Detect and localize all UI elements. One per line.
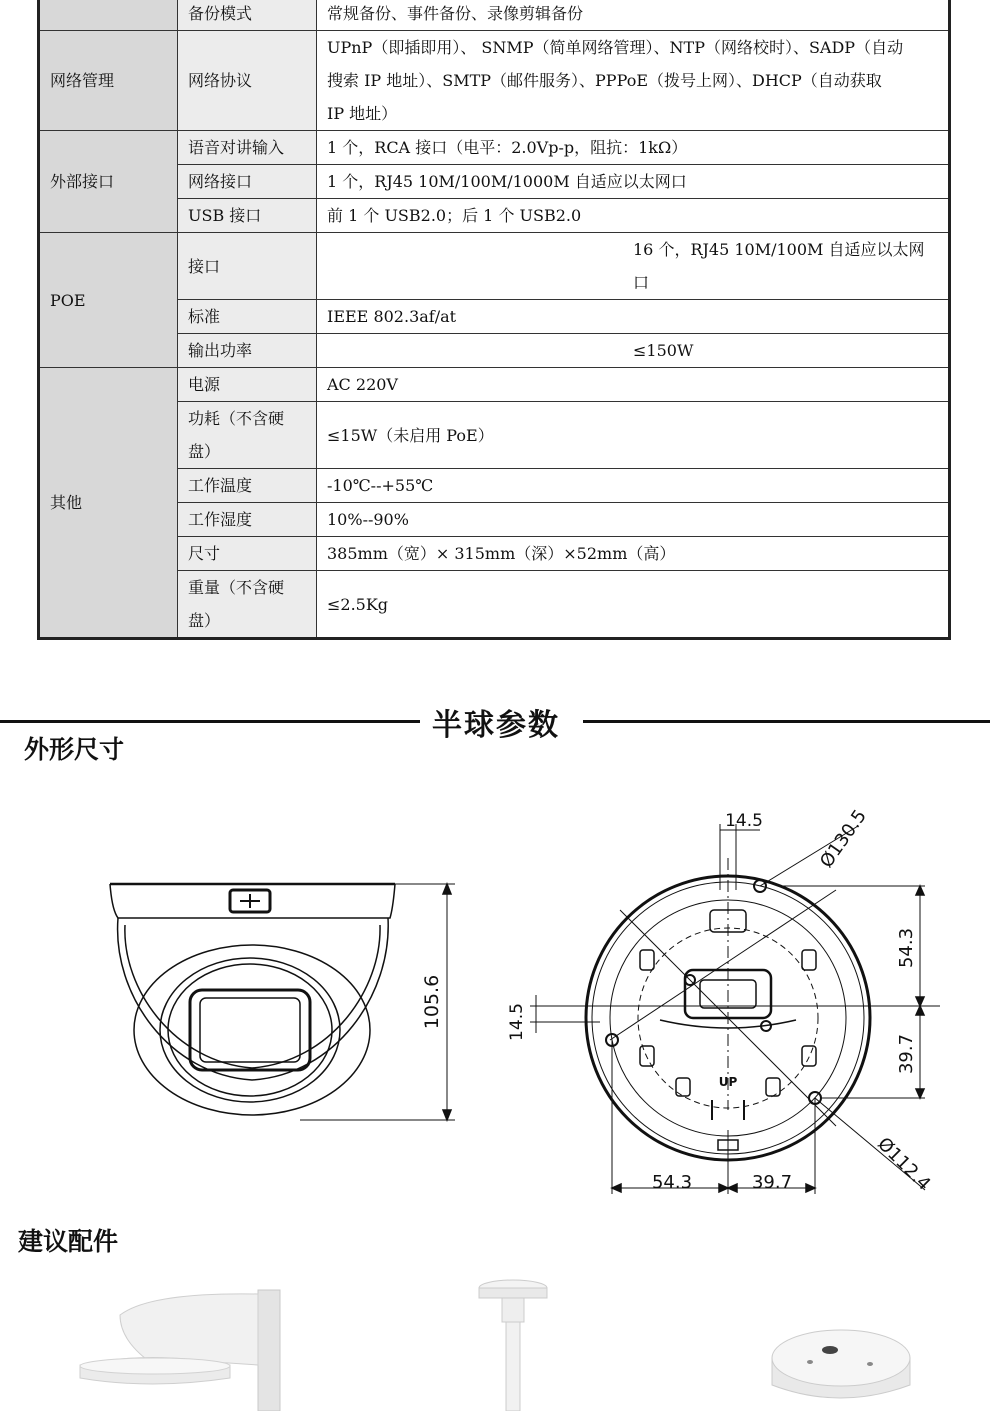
spec-group: 网络管理 bbox=[39, 31, 178, 131]
spec-group: POE bbox=[39, 233, 178, 368]
spec-value: -10℃--+55℃ bbox=[317, 469, 950, 503]
spec-value: ≤15W（未启用 PoE） bbox=[317, 402, 950, 469]
divider-left bbox=[0, 720, 420, 723]
dim-right-39: 39.7 bbox=[896, 1033, 917, 1075]
dim-inner-diameter: Ø112.4 bbox=[873, 1133, 935, 1195]
dim-left-offset: 14.5 bbox=[507, 1003, 527, 1041]
spec-item: 语音对讲输入 bbox=[178, 131, 317, 165]
dim-outer-diameter: Ø130.5 bbox=[816, 805, 871, 872]
dim-bottom-54: 54.3 bbox=[651, 1172, 693, 1193]
spec-value: 10%--90% bbox=[317, 503, 950, 537]
dim-right-54: 54.3 bbox=[896, 927, 917, 969]
spec-value: 16 个，RJ45 10M/100M 自适应以太网 口 bbox=[317, 233, 950, 300]
spec-item: 备份模式 bbox=[178, 0, 317, 31]
spec-item: 工作温度 bbox=[178, 469, 317, 503]
spec-value: 1 个，RJ45 10M/100M/1000M 自适应以太网口 bbox=[317, 165, 950, 199]
spec-item: 网络接口 bbox=[178, 165, 317, 199]
divider-right bbox=[583, 720, 990, 723]
wall-mount-bracket-image bbox=[80, 1290, 280, 1411]
spec-value: 前 1 个 USB2.0；后 1 个 USB2.0 bbox=[317, 199, 950, 233]
table-row bbox=[39, 31, 950, 131]
accessory-images bbox=[0, 1270, 990, 1411]
spec-group: 其他 bbox=[39, 368, 178, 639]
spec-value: UPnP（即插即用）、 SNMP（简单网络管理）、NTP（网络校时）、SADP（自动 搜索 IP 地址）、SMTP（邮件服务）、PPPoE（拨号上网）、DHCP（自动获取 IP 地址） bbox=[317, 31, 950, 131]
spec-group: 外部接口 bbox=[39, 131, 178, 233]
table-row bbox=[39, 0, 950, 31]
spec-item: 电源 bbox=[178, 368, 317, 402]
spec-item: 尺寸 bbox=[178, 537, 317, 571]
spec-item: 重量（不含硬 盘） bbox=[178, 571, 317, 639]
spec-item: 工作湿度 bbox=[178, 503, 317, 537]
camera-top-view bbox=[530, 824, 940, 1194]
spec-item: USB 接口 bbox=[178, 199, 317, 233]
dimension-drawings bbox=[0, 790, 990, 1210]
junction-box-image bbox=[772, 1330, 910, 1398]
spec-value: 常规备份、事件备份、录像剪辑备份 bbox=[317, 0, 950, 31]
spec-value: ≤2.5Kg bbox=[317, 571, 950, 639]
spec-value: IEEE 802.3af/at bbox=[317, 300, 950, 334]
dimensions-heading: 外形尺寸 bbox=[24, 735, 125, 764]
dim-top-offset: 14.5 bbox=[725, 811, 763, 831]
spec-value: ≤150W bbox=[317, 334, 950, 368]
spec-item: 功耗（不含硬 盘） bbox=[178, 402, 317, 469]
table-row bbox=[39, 368, 950, 402]
spec-value: AC 220V bbox=[317, 368, 950, 402]
spec-item: 网络协议 bbox=[178, 31, 317, 131]
section-title: 半球参数 bbox=[432, 708, 560, 743]
dim-front-height: 105.6 bbox=[421, 974, 443, 1030]
spec-item: 输出功率 bbox=[178, 334, 317, 368]
table-row bbox=[39, 233, 950, 300]
up-marker: UP bbox=[718, 1075, 738, 1089]
spec-item: 接口 bbox=[178, 233, 317, 300]
pendant-mount-image bbox=[479, 1280, 547, 1411]
spec-value: 1 个，RCA 接口（电平：2.0Vp-p，阻抗：1kΩ） bbox=[317, 131, 950, 165]
camera-front-view bbox=[110, 884, 455, 1120]
dim-bottom-39: 39.7 bbox=[751, 1172, 793, 1193]
table-row bbox=[39, 131, 950, 165]
spec-item: 标准 bbox=[178, 300, 317, 334]
spec-table bbox=[37, 0, 951, 640]
accessories-heading: 建议配件 bbox=[18, 1227, 119, 1256]
spec-value: 385mm（宽）× 315mm（深）×52mm（高） bbox=[317, 537, 950, 571]
